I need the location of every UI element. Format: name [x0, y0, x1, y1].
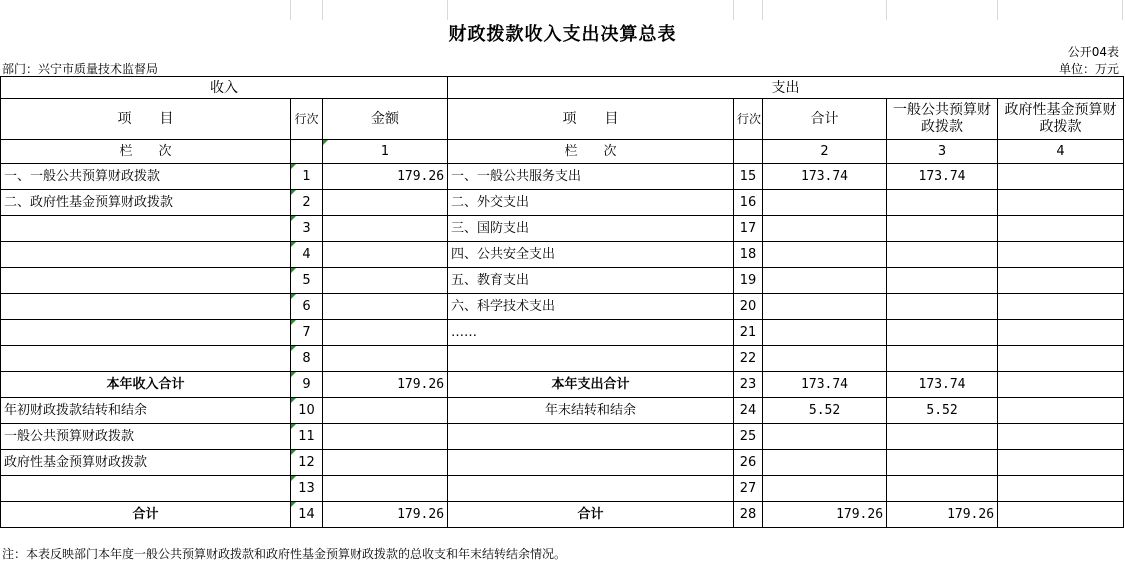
gov-fund-cell[interactable] [998, 164, 1124, 190]
gov-fund-cell[interactable] [998, 320, 1124, 346]
expense-total-cell[interactable]: 173.74 [763, 164, 887, 190]
expense-rowno-cell[interactable]: 22 [734, 346, 763, 372]
gov-fund-cell[interactable] [998, 268, 1124, 294]
income-item-cell[interactable]: 本年收入合计 [1, 372, 291, 398]
general-budget-cell[interactable]: 173.74 [887, 164, 998, 190]
expense-total-cell[interactable] [763, 424, 887, 450]
expense-item-cell[interactable]: 合计 [448, 502, 734, 528]
income-item-cell[interactable]: 二、政府性基金预算财政拨款 [1, 190, 291, 216]
expense-total-cell[interactable] [763, 294, 887, 320]
income-header[interactable]: 收入 [1, 77, 448, 99]
general-budget-cell[interactable] [887, 242, 998, 268]
expense-total-cell[interactable] [763, 268, 887, 294]
gov-fund-cell[interactable] [998, 346, 1124, 372]
income-rowno-cell[interactable]: 5 [291, 268, 323, 294]
expense-rowno-header[interactable]: 行次 [734, 99, 763, 140]
income-rowno-cell[interactable]: 13 [291, 476, 323, 502]
income-amount-cell[interactable] [323, 294, 448, 320]
income-rowno-header[interactable]: 行次 [291, 99, 323, 140]
income-rowno-cell[interactable]: 2 [291, 190, 323, 216]
income-amount-cell[interactable]: 179.26 [323, 502, 448, 528]
sheet-gridlines [0, 0, 1125, 20]
general-budget-cell[interactable] [887, 476, 998, 502]
expense-rowno-cell[interactable]: 23 [734, 372, 763, 398]
expense-total-cell[interactable] [763, 190, 887, 216]
general-budget-cell[interactable] [887, 346, 998, 372]
expense-total-cell[interactable] [763, 346, 887, 372]
expense-rowno-cell[interactable]: 19 [734, 268, 763, 294]
income-item-cell[interactable]: 合计 [1, 502, 291, 528]
income-amount-cell[interactable] [323, 398, 448, 424]
expense-total-header[interactable]: 合计 [763, 99, 887, 140]
income-item-header[interactable]: 项 目 [1, 99, 291, 140]
expense-rowno-cell[interactable]: 21 [734, 320, 763, 346]
expense-rowno-cell[interactable]: 20 [734, 294, 763, 320]
general-budget-header[interactable]: 一般公共预算财政拨款 [887, 99, 998, 140]
expense-col-blank[interactable] [734, 140, 763, 164]
general-budget-cell[interactable] [887, 268, 998, 294]
expense-rowno-cell[interactable]: 28 [734, 502, 763, 528]
income-amount-cell[interactable] [323, 346, 448, 372]
table-row [1, 216, 1124, 242]
gov-fund-cell[interactable] [998, 398, 1124, 424]
table-row [1, 424, 1124, 450]
income-item-cell[interactable] [1, 320, 291, 346]
header-column-row [1, 99, 1124, 140]
gov-fund-cell[interactable] [998, 476, 1124, 502]
department-label: 部门：兴宁市质量技术监督局 [2, 62, 159, 76]
income-col-blank[interactable] [291, 140, 323, 164]
income-amount-cell[interactable] [323, 476, 448, 502]
income-rowno-cell[interactable]: 8 [291, 346, 323, 372]
expense-col-label[interactable]: 栏 次 [448, 140, 734, 164]
expense-item-cell[interactable] [448, 424, 734, 450]
table-row [1, 320, 1124, 346]
table-row [1, 346, 1124, 372]
expense-item-cell[interactable]: 本年支出合计 [448, 372, 734, 398]
income-amount-cell[interactable] [323, 190, 448, 216]
gov-fund-cell[interactable] [998, 242, 1124, 268]
table-row [1, 450, 1124, 476]
income-amount-cell[interactable] [323, 242, 448, 268]
col-index-1[interactable]: 1 [323, 140, 448, 164]
expense-rowno-cell[interactable]: 26 [734, 450, 763, 476]
expense-total-cell[interactable] [763, 476, 887, 502]
income-amount-cell[interactable] [323, 424, 448, 450]
expense-item-cell[interactable]: 四、公共安全支出 [448, 242, 734, 268]
income-item-cell[interactable]: 政府性基金预算财政拨款 [1, 450, 291, 476]
income-rowno-cell[interactable]: 11 [291, 424, 323, 450]
gov-fund-cell[interactable] [998, 190, 1124, 216]
general-budget-cell[interactable] [887, 450, 998, 476]
income-amount-cell[interactable] [323, 216, 448, 242]
expense-item-cell[interactable] [448, 476, 734, 502]
expense-rowno-cell[interactable]: 27 [734, 476, 763, 502]
income-rowno-cell[interactable]: 12 [291, 450, 323, 476]
income-amount-header[interactable]: 金额 [323, 99, 448, 140]
income-amount-cell[interactable]: 179.26 [323, 164, 448, 190]
income-rowno-cell[interactable]: 4 [291, 242, 323, 268]
income-amount-cell[interactable] [323, 268, 448, 294]
expense-total-cell[interactable] [763, 450, 887, 476]
gov-fund-cell[interactable] [998, 294, 1124, 320]
table-row [1, 242, 1124, 268]
expense-item-cell[interactable]: 六、科学技术支出 [448, 294, 734, 320]
income-amount-cell[interactable]: 179.26 [323, 372, 448, 398]
header-group-row [1, 77, 1124, 99]
general-budget-cell[interactable] [887, 320, 998, 346]
col-index-2[interactable]: 2 [763, 140, 887, 164]
col-index-3[interactable]: 3 [887, 140, 998, 164]
col-index-4[interactable]: 4 [998, 140, 1124, 164]
income-item-cell[interactable]: 一、一般公共预算财政拨款 [1, 164, 291, 190]
income-item-cell[interactable] [1, 476, 291, 502]
unit-label: 单位：万元 [1058, 62, 1119, 76]
expense-total-cell[interactable]: 5.52 [763, 398, 887, 424]
income-item-cell[interactable] [1, 242, 291, 268]
expense-rowno-cell[interactable]: 16 [734, 190, 763, 216]
expense-total-cell[interactable]: 173.74 [763, 372, 887, 398]
budget-table [0, 76, 1124, 528]
table-row [1, 190, 1124, 216]
expense-total-cell[interactable] [763, 242, 887, 268]
general-budget-cell[interactable]: 179.26 [887, 502, 998, 528]
expense-rowno-cell[interactable]: 15 [734, 164, 763, 190]
expense-item-cell[interactable]: 二、外交支出 [448, 190, 734, 216]
gov-fund-cell[interactable] [998, 216, 1124, 242]
expense-item-cell[interactable]: 三、国防支出 [448, 216, 734, 242]
income-item-cell[interactable] [1, 216, 291, 242]
income-rowno-cell[interactable]: 3 [291, 216, 323, 242]
expense-item-cell[interactable]: …… [448, 320, 734, 346]
expense-item-cell[interactable]: 年末结转和结余 [448, 398, 734, 424]
income-item-cell[interactable]: 年初财政拨款结转和结余 [1, 398, 291, 424]
income-amount-cell[interactable] [323, 320, 448, 346]
expense-rowno-cell[interactable]: 18 [734, 242, 763, 268]
general-budget-cell[interactable] [887, 216, 998, 242]
income-rowno-cell[interactable]: 6 [291, 294, 323, 320]
table-row [1, 294, 1124, 320]
general-budget-cell[interactable] [887, 424, 998, 450]
table-row [1, 398, 1124, 424]
income-rowno-cell[interactable]: 10 [291, 398, 323, 424]
gov-fund-cell[interactable] [998, 502, 1124, 528]
gov-fund-header[interactable]: 政府性基金预算财政拨款 [998, 99, 1124, 140]
income-rowno-cell[interactable]: 9 [291, 372, 323, 398]
income-col-label[interactable]: 栏 次 [1, 140, 291, 164]
general-budget-cell[interactable] [887, 190, 998, 216]
expense-rowno-cell[interactable]: 17 [734, 216, 763, 242]
form-code: 公开04表 [1067, 45, 1119, 59]
income-rowno-cell[interactable]: 7 [291, 320, 323, 346]
income-item-cell[interactable]: 一般公共预算财政拨款 [1, 424, 291, 450]
table-row [1, 502, 1124, 528]
gov-fund-cell[interactable] [998, 372, 1124, 398]
expense-total-cell[interactable] [763, 216, 887, 242]
general-budget-cell[interactable]: 173.74 [887, 372, 998, 398]
gov-fund-cell[interactable] [998, 450, 1124, 476]
income-amount-cell[interactable] [323, 450, 448, 476]
expense-header[interactable]: 支出 [448, 77, 1124, 99]
page-title: 财政拨款收入支出决算总表 [448, 24, 677, 45]
expense-rowno-cell[interactable]: 25 [734, 424, 763, 450]
expense-item-cell[interactable]: 一、一般公共服务支出 [448, 164, 734, 190]
expense-item-cell[interactable] [448, 450, 734, 476]
general-budget-cell[interactable] [887, 294, 998, 320]
income-item-cell[interactable] [1, 346, 291, 372]
table-row [1, 164, 1124, 190]
expense-rowno-cell[interactable]: 24 [734, 398, 763, 424]
income-item-cell[interactable] [1, 268, 291, 294]
income-item-cell[interactable] [1, 294, 291, 320]
table-row [1, 268, 1124, 294]
income-rowno-cell[interactable]: 14 [291, 502, 323, 528]
table-row [1, 476, 1124, 502]
income-rowno-cell[interactable]: 1 [291, 164, 323, 190]
gov-fund-cell[interactable] [998, 424, 1124, 450]
general-budget-cell[interactable]: 5.52 [887, 398, 998, 424]
expense-item-cell[interactable] [448, 346, 734, 372]
expense-total-cell[interactable]: 179.26 [763, 502, 887, 528]
expense-item-cell[interactable]: 五、教育支出 [448, 268, 734, 294]
expense-item-header[interactable]: 项 目 [448, 99, 734, 140]
expense-total-cell[interactable] [763, 320, 887, 346]
column-index-row [1, 140, 1124, 164]
footnote: 注：本表反映部门本年度一般公共预算财政拨款和政府性基金预算财政拨款的总收支和年末结转结余情况。 [2, 547, 567, 561]
table-row [1, 372, 1124, 398]
